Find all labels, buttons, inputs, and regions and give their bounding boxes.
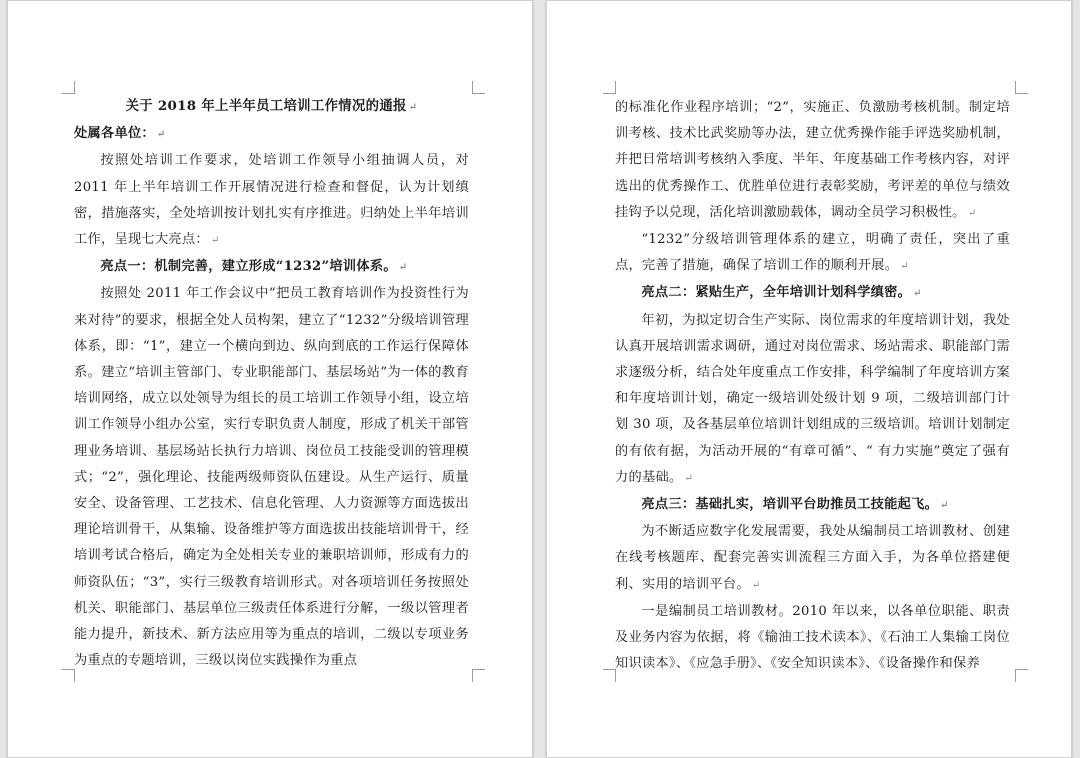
- paragraph: 年初，为拟定切合生产实际、岗位需求的年度培训计划，我处认真开展培训需求调研，通过对岗位需求、场站需求、职能部门需求逐级分析，结合处年度重点工作安排，科学编制了年度培训方案和年度培训计划，确定一级培训处级计划 9 项，二级培训部门计划 30 项，及各基层单位培训计划组成的三级培训。培训计划制定的有依有据，为活动开展的“有章可循”、“ 有力实施”奠定了强有力的基础。 ↵: [615, 312, 1010, 485]
- section-heading: 亮点一：机制完善，建立形成“1232”培训体系。 ↵: [100, 259, 408, 275]
- paragraph: 的标准化作业程序培训；“2”，实施正、负激励考核机制。制定培训考核、技术比武奖励等办法，建立优秀操作能手评选奖励机制，并把日常培训考核纳入季度、半年、年度基础工作考核内容，对评选出的优秀操作工、优胜单位进行表彰奖励，考评差的单位与绩效挂钩予以兑现，活化培训激励载体，调动全员学习积极性。 ↵: [615, 100, 1010, 220]
- paragraph: 按照处培训工作要求，处培训工作领导小组抽调人员，对 2011 年上半年培训工作开展情况进行检查和督促，认为计划缜密，措施落实，全处培训按计划扎实有序推进。归纳处上半年培训工作，呈现七大亮点： ↵: [74, 153, 469, 248]
- corner-mark-bottom-right: [1015, 669, 1028, 682]
- document-page-right: [546, 0, 1072, 758]
- paragraph: 一是编制员工培训教材。2010 年以来，以各单位职能、职责及业务内容为依据，将《输油工技术读本》、《石油工人集输工岗位知识读本》、《应急手册》、《安全知识读本》、《设备操作和保养: [615, 603, 1010, 672]
- page-right-content: [615, 95, 1010, 677]
- paragraph: 为不断适应数字化发展需要，我处从编制员工培训教材、创建在线考核题库、配套完善实训流程三方面入手，为各单位搭建便利、实用的培训平台。 ↵: [615, 524, 1010, 592]
- salutation: 处属各单位： ↵: [74, 126, 166, 142]
- section-heading: 亮点二：紧贴生产，全年培训计划科学缜密。 ↵: [641, 285, 922, 301]
- section-heading: 亮点三：基础扎实，培训平台助推员工技能起飞。 ↵: [641, 497, 949, 513]
- corner-mark-top-right: [1015, 81, 1028, 94]
- corner-mark-bottom-right: [472, 669, 485, 682]
- paragraph: “1232”分级培训管理体系的建立，明确了责任，突出了重点，完善了措施，确保了培训工作的顺利开展。 ↵: [615, 232, 1010, 274]
- document-page-left: [7, 0, 533, 758]
- corner-mark-top-right: [472, 81, 485, 94]
- paragraph: 按照处 2011 年工作会议中“把员工教育培训作为投资性行为来对待”的要求，根据全处人员构架，建立了“1232”分级培训管理体系，即：“1”，建立一个横向到边、纵向到底的工作运行保障体系。建立“培训主管部门、专业职能部门、基层场站”为一体的教育培训网络，成立以处领导为组长的员工培训工作领导小组，设立培训工作领导小组办公室，实行专职负责人制度，形成了机关干部管理业务培训、基层场站长执行力培训、岗位员工技能受训的管理模式；“2”，强化理论、技能两级师资队伍建设。从生产运行、质量安全、设备管理、工艺技术、信息化管理、人力资源等方面选拔出理论培训骨干，从集输、设备维护等方面选拔出技能培训骨干，经培训考试合格后，确定为全处相关专业的兼职培训师，形成有力的师资队伍；“3”，实行三级教育培训形式。对各项培训任务按照处机关、职能部门、基层单位三级责任体系进行分解，一级以管理者能力提升，新技术、新方法应用等为重点的培训，二级以专项业务为重点的专题培训，三级以岗位实践操作为重点: [74, 286, 469, 669]
- page-left-content: [74, 93, 469, 674]
- corner-mark-top-left: [603, 81, 616, 94]
- document-title: 关于 2018 年上半年员工培训工作情况的通报 ↵: [125, 98, 418, 114]
